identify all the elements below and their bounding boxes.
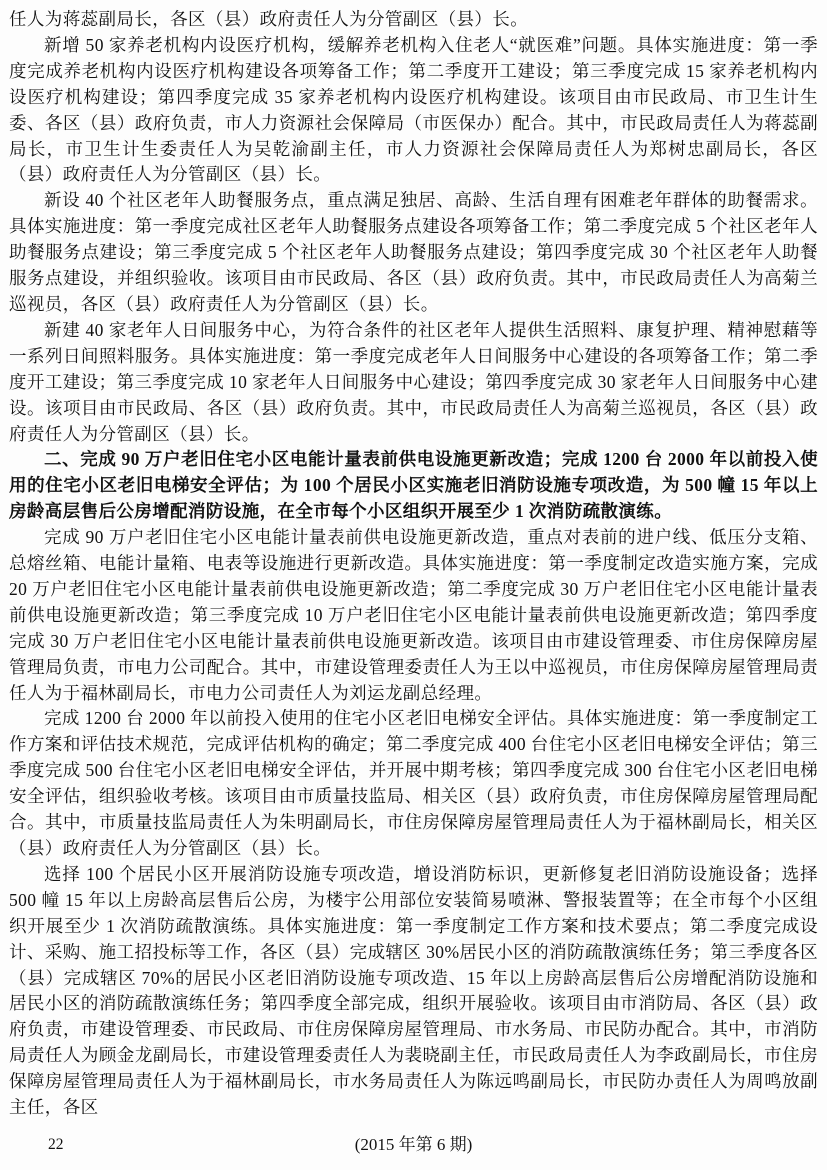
paragraph-fire-safety-renovation: 选择 100 个居民小区开展消防设施专项改造，增设消防标识，更新修复老旧消防设施设备；选择 500 幢 15 年以上房龄高层售后公房，为楼宇公用部位安装简易喷淋、警报装置等；在全市每个小区组织开展至少 1 次消防疏散演练。具体实施进度：第一季度制定工作方案和技术要点；第二季度完成设计、采购、施工招投标等工作，各区（县）完成辖区 30%居民小区的消防疏散演练任务；第三季度各区（县）完成辖区 70%的居民小区老旧消防设施专项改造、15 年以上房龄高层售后公房增配消防设施和居民小区的消防疏散演练任务；第四季度全部完成，组织开展验收。该项目由市消防局、各区（县）政府负责，市建设管理委、市民政局、市住房保障房屋管理局、市水务局、市民防办配合。其中，市消防局责任人为顾金龙副局长，市建设管理委责任人为裴晓副主任，市民政局责任人为李政副局长，市住房保障房屋管理局责任人为于福林副局长，市水务局责任人为陈远鸣副局长，市民防办责任人为周鸣放副主任，各区 [9,863,818,1118]
document-body [9,7,818,1121]
paragraph-continuation: 任人为蒋蕊副局长，各区（县）政府责任人为分管副区（县）长。 [9,9,529,29]
paragraph-new-medical-institutions: 新增 50 家养老机构内设医疗机构，缓解养老机构入住老人“就医难”问题。具体实施进度：第一季度完成养老机构内设医疗机构建设各项筹备工作；第二季度开工建设；第三季度完成 15 家养老机构内设医疗机构建设；第四季度完成 35 家养老机构内设医疗机构建设。该项目由市民政局、市卫生计生委、各区（县）政府负责，市人力资源社会保障局（市医保办）配合。其中，市民政局责任人为蒋蕊副局长，市卫生计生委责任人为吴乾渝副主任，市人力资源社会保障局责任人为郑树忠副局长，各区（县）政府责任人为分管副区（县）长。 [9,34,818,185]
section-heading-two: 二、完成 90 万户老旧住宅小区电能计量表前供电设施更新改造；完成 1200 台 2000 年以前投入使用的住宅小区老旧电梯安全评估；为 100 个居民小区实施老旧消防设施专项改造，为 500 幢 15 年以上房龄高层售后公房增配消防设施，在全市每个小区组织开展至少 1 次消防疏散演练。 [9,449,819,522]
paragraph-elevator-safety-assessment: 完成 1200 台 2000 年以前投入使用的住宅小区老旧电梯安全评估。具体实施进度：第一季度制定工作方案和评估技术规范，完成评估机构的确定；第二季度完成 400 台住宅小区老旧电梯安全评估；第三季度完成 500 台住宅小区老旧电梯安全评估，并开展中期考核；第四季度完成 300 台住宅小区老旧电梯安全评估，组织验收考核。该项目由市质量技监局、相关区（县）政府负责，市住房保障房屋管理局配合。其中，市质量技监局责任人为朱明副局长，市住房保障房屋管理局责任人为于福林副局长，相关区（县）政府责任人为分管副区（县）长。 [9,708,818,858]
page-number: 22 [48,1136,64,1153]
paragraph-meal-service-points: 新设 40 个社区老年人助餐服务点，重点满足独居、高龄、生活自理有困难老年群体的助餐需求。具体实施进度：第一季度完成社区老年人助餐服务点建设各项筹备工作；第二季度完成 5 个社区老年人助餐服务点建设；第三季度完成 5 个社区老年人助餐服务点建设；第四季度完成 30 个社区老年人助餐服务点建设，并组织验收。该项目由市民政局、各区（县）政府负责。其中，市民政局责任人为高菊兰巡视员，各区（县）政府责任人为分管副区（县）长。 [9,190,818,314]
page-footer [0,1132,827,1158]
paragraph-daycare-centers: 新建 40 家老年人日间服务中心，为符合条件的社区老年人提供生活照料、康复护理、精神慰藉等一系列日间照料服务。具体实施进度：第一季度完成老年人日间服务中心建设的各项筹备工作；第二季度开工建设；第三季度完成 10 家老年人日间服务中心建设；第四季度完成 30 家老年人日间服务中心建设。该项目由市民政局、各区（县）政府负责。其中，市民政局责任人为高菊兰巡视员，各区（县）政府责任人为分管副区（县）长。 [9,319,818,444]
paragraph-power-metering-renovation: 完成 90 万户老旧住宅小区电能计量表前供电设施更新改造，重点对表前的进户线、低压分支箱、总熔丝箱、电能计量箱、电表等设施进行更新改造。具体实施进度：第一季度制定改造实施方案，完成 20 万户老旧住宅小区电能计量表前供电设施更新改造；第二季度完成 30 万户老旧住宅小区电能计量表前供电设施更新改造；第三季度完成 10 万户老旧住宅小区电能计量表前供电设施更新改造；第四季度完成 30 万户老旧住宅小区电能计量表前供电设施更新改造。该项目由市建设管理委、市住房保障房屋管理局负责，市电力公司配合。其中，市建设管理委责任人为王以中巡视员，市住房保障房屋管理局责任人为于福林副局长，市电力公司责任人为刘运龙副总经理。 [9,527,818,703]
issue-label: (2015 年第 6 期) [354,1135,473,1154]
